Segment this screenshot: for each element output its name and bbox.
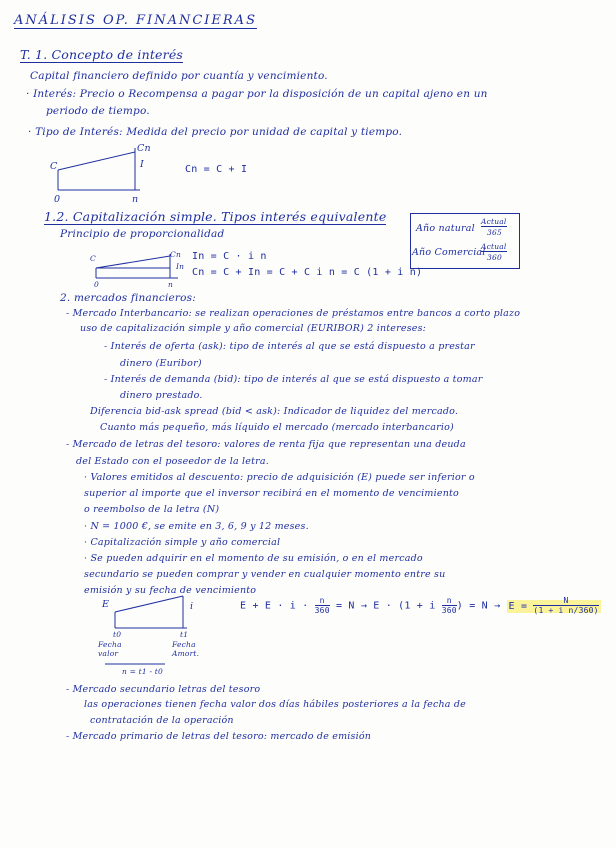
s2-line-16: · Se pueden adquirir en el momento de su emisión, o en el mercado: [84, 553, 423, 564]
markets-title: 2. mercados financieros:: [60, 292, 197, 304]
section-1-heading: T. 1. Concepto de interés: [20, 47, 184, 62]
sc-t0-label: 0: [94, 280, 99, 289]
diagram-cn-label: Cn: [137, 143, 151, 154]
diagram-t0-label: 0: [54, 194, 61, 205]
letras-frac-1: [315, 596, 330, 615]
s1-line-3: periodo de tiempo.: [46, 105, 150, 117]
sc-tn-label: n: [168, 280, 174, 289]
diagram-tn-label: n: [132, 194, 139, 205]
s2-line-17: secundario se pueden comprar y vender en cualquier momento entre su: [84, 569, 446, 580]
closing-line-3: contratación de la operación: [90, 715, 234, 726]
closing-line-4: - Mercado primario de letras del tesoro: mercado de emisión: [66, 731, 372, 742]
letras-formula-part-b: = N → E · (1 + i: [329, 600, 442, 612]
letras-formula-part-c: ) = N →: [456, 600, 507, 612]
final-e-label: E =: [508, 600, 534, 612]
s2-line-12: superior al importe que el inversor recibirá en el momento de vencimiento: [84, 488, 459, 499]
s2-line-8: Cuanto más pequeño, más líquido el mercado (mercado interbancario): [100, 422, 454, 433]
s2-line-18: emisión y su fecha de vencimiento: [84, 585, 257, 596]
s2-line-6: dinero prestado.: [120, 390, 203, 401]
box-row1-den: 365: [487, 228, 502, 237]
s2-line-3: - Interés de oferta (ask): tipo de interés al que se está dispuesto a prestar: [104, 341, 475, 352]
box-row1-label: Año natural: [416, 223, 475, 234]
s2-line-10: del Estado con el poseedor de la letra.: [76, 456, 269, 467]
closing-line-1: - Mercado secundario letras del tesoro: [66, 684, 261, 695]
s2-line-9: - Mercado de letras del tesoro: valores de renta fija que representan una deuda: [66, 439, 466, 450]
letras-frac-1-den: 360: [314, 606, 330, 615]
box-row1-num: Actual: [481, 217, 507, 226]
s2-line-15: · Capitalización simple y año comercial: [84, 537, 281, 548]
sc-in-label: In: [176, 262, 185, 271]
letras-right-2: Amort.: [172, 649, 200, 658]
s2-line-4: dinero (Euribor): [120, 358, 202, 369]
box-row2-label: Año Comercial: [412, 247, 486, 258]
sc-cn-label: Cn: [170, 250, 181, 259]
notes-title: ANÁLISIS OP. FINANCIERAS: [14, 13, 257, 28]
letras-right-1: Fecha: [172, 640, 196, 649]
s1-line-4: · Tipo de Interés: Medida del precio por unidad de capital y tiempo.: [28, 126, 403, 138]
letras-i-label: i: [190, 601, 194, 612]
letras-formula-part-a: E + E · i ·: [240, 600, 315, 612]
diagram-c0-label: C: [50, 161, 58, 172]
letras-t0-label: t0: [113, 630, 122, 639]
s2-line-1: - Mercado Interbancario: se realizan operaciones de préstamos entre bancos a corto plazo: [66, 308, 521, 319]
letras-left-1: Fecha: [98, 640, 122, 649]
s2-line-14: · N = 1000 €, se emite en 3, 6, 9 y 12 meses.: [84, 521, 309, 532]
highlighted-result: [507, 596, 601, 615]
letras-t1-label: t1: [180, 630, 189, 639]
section-2-heading: 1.2. Capitalización simple. Tipos interés equivalente: [44, 209, 387, 224]
letras-frac-2: [442, 596, 457, 615]
s2-line-7: Diferencia bid-ask spread (bid < ask): Indicador de liquidez del mercado.: [90, 406, 459, 417]
letras-frac-2-den: 360: [441, 606, 457, 615]
s1-line-1: Capital financiero definido por cuantía y vencimiento.: [30, 70, 328, 82]
letras-formula: [240, 596, 601, 615]
letras-left-2: valor: [98, 649, 119, 658]
s2-line-2: uso de capitalización simple y año comercial (EURIBOR) 2 intereses:: [80, 323, 427, 334]
s2-line-13: o reembolso de la letra (N): [84, 504, 220, 515]
letras-n-label: n = t1 - t0: [122, 667, 163, 676]
s1-line-2: · Interés: Precio o Recompensa a pagar por la disposición de un capital ajeno en un: [26, 88, 488, 100]
final-frac-den: (1 + i n/360): [533, 606, 599, 615]
final-frac: [533, 596, 598, 615]
s2-line-5: - Interés de demanda (bid): tipo de interés al que se está dispuesto a tomar: [104, 374, 483, 385]
s2-formula-2: Cn = C + In = C + C i n = C (1 + i n): [192, 267, 423, 278]
sc-c-label: C: [90, 254, 96, 263]
principle-label: Principio de proporcionalidad: [60, 228, 225, 240]
letras-frac-1-num: n: [315, 596, 330, 606]
letras-frac-2-num: n: [442, 596, 457, 606]
s1-formula: Cn = C + I: [185, 164, 248, 175]
box-row2-num: Actual: [481, 242, 507, 251]
diagram-i-label: I: [140, 159, 144, 170]
letras-diagram: [95, 590, 205, 670]
closing-line-2: las operaciones tienen fecha valor dos días hábiles posteriores a la fecha de: [84, 699, 466, 710]
final-frac-num: N: [533, 596, 598, 606]
s2-formula-1: In = C · i n: [192, 251, 267, 262]
letras-e-label: E: [102, 599, 110, 610]
s2-line-11: · Valores emitidos al descuento: precio de adquisición (E) puede ser inferior o: [84, 472, 475, 483]
box-row2-den: 360: [487, 253, 502, 262]
